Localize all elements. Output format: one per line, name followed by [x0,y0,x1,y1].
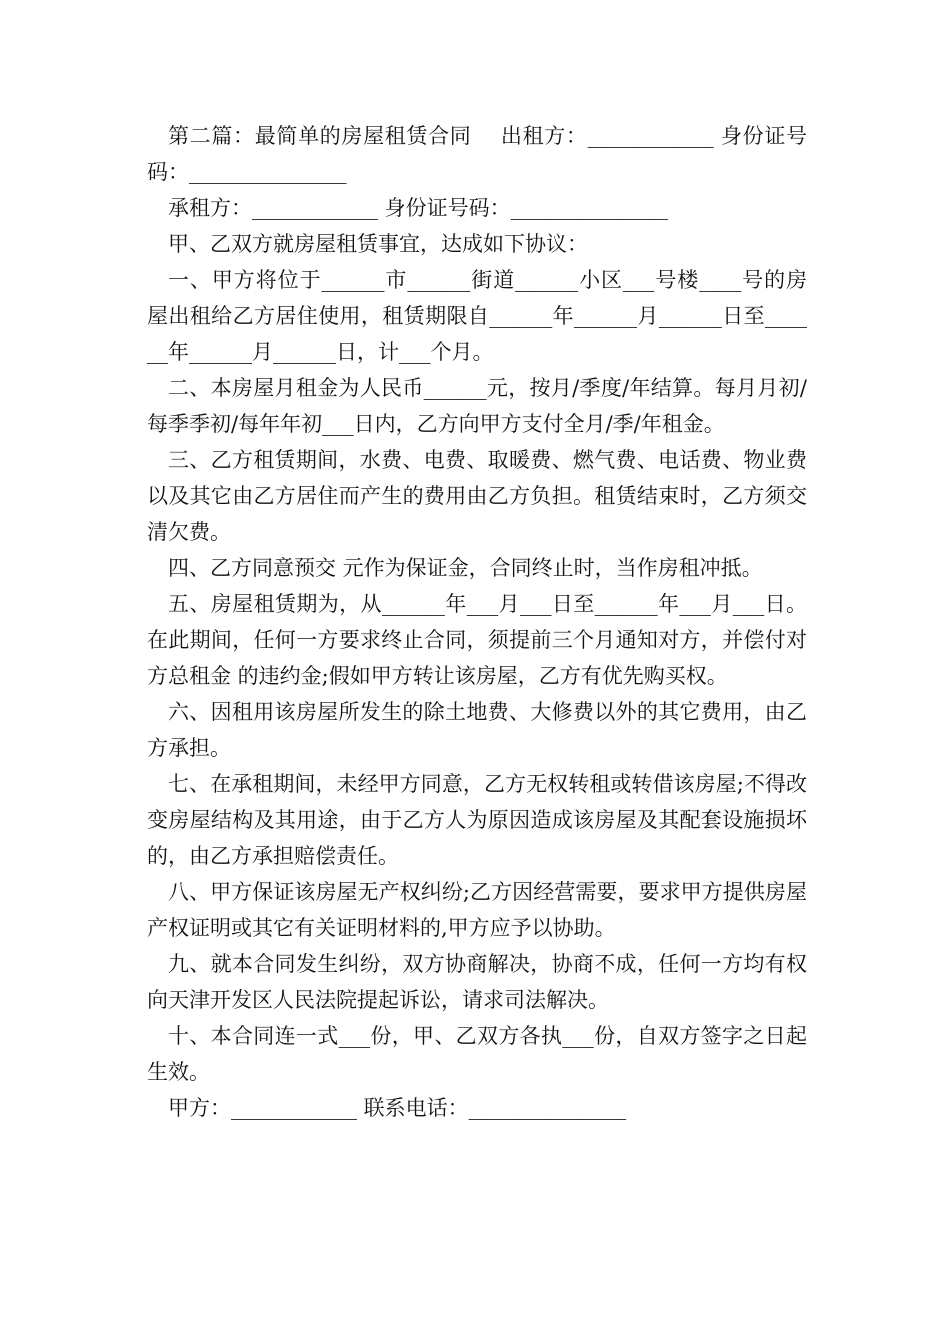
clause-9: 九、就本合同发生纠纷，双方协商解决，协商不成，任何一方均有权向天津开发区人民法院提起诉讼，请求司法解决。 [147,952,807,1012]
clause-8: 八、甲方保证该房屋无产权纠纷;乙方因经营需要，要求甲方提供房屋产权证明或其它有关证明材料的,甲方应予以协助。 [147,880,807,940]
clause-2: 二、本房屋月租金为人民币______元，按月/季度/年结算。每月月初/每季季初/每年年初___日内，乙方向甲方支付全月/季/年租金。 [147,376,807,436]
paragraph-lessee: 承租方：____________ 身份证号码：_______________ [168,196,669,220]
paragraph-agreement-intro: 甲、乙双方就房屋租赁事宜，达成如下协议： [168,232,588,256]
clause-7: 七、在承租期间，未经甲方同意，乙方无权转租或转借该房屋;不得改变房屋结构及其用途，由于乙方人为原因造成该房屋及其配套设施损坏的，由乙方承担赔偿责任。 [147,772,807,868]
paragraph-title-lessor: 第二篇：最简单的房屋租赁合同 出租方：____________ 身份证号码：_______________ [147,124,807,184]
paragraph-party-a-signature: 甲方：____________ 联系电话：_______________ [168,1096,627,1120]
contract-document [147,118,807,1126]
clause-1: 一、甲方将位于______市______街道______小区___号楼____号的房屋出租给乙方居住使用，租赁期限自______年______月______日至______年______月______日，计___个月。 [147,268,807,364]
clause-10: 十、本合同连一式___份，甲、乙双方各执___份，自双方签字之日起生效。 [147,1024,807,1084]
clause-5: 五、房屋租赁期为，从______年___月___日至______年___月___日。在此期间，任何一方要求终止合同，须提前三个月通知对方，并偿付对方总租金 的违约金;假如甲方转让该房屋，乙方有优先购买权。 [147,592,807,688]
clause-4: 四、乙方同意预交 元作为保证金，合同终止时，当作房租冲抵。 [168,556,763,580]
clause-3: 三、乙方租赁期间，水费、电费、取暖费、燃气费、电话费、物业费以及其它由乙方居住而产生的费用由乙方负担。租赁结束时，乙方须交清欠费。 [147,448,807,544]
clause-6: 六、因租用该房屋所发生的除土地费、大修费以外的其它费用，由乙方承担。 [147,700,807,760]
